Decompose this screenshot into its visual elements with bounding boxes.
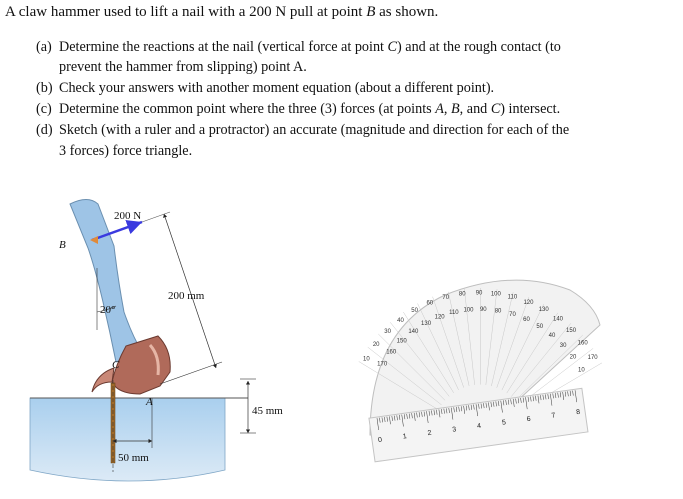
protractor-inner-label: 60 — [523, 317, 530, 324]
protractor-outer-label: 170 — [587, 354, 598, 361]
ruler-number: 7 — [551, 412, 556, 420]
hammer-claw — [92, 368, 114, 392]
protractor-inner-label: 80 — [494, 308, 502, 315]
question-c: (c) Determine the common point where the three (3) forces (at points A, B, and C) intersect. — [36, 101, 561, 117]
height-label: 45 mm — [252, 405, 283, 417]
protractor-outer-label: 100 — [490, 291, 501, 298]
protractor-inner-label: 40 — [548, 332, 556, 339]
protractor-inner-label: 100 — [463, 307, 474, 314]
question-d-line1: (d) Sketch (with a ruler and a protractor) an accurate (magnitude and direction for each of the — [36, 122, 570, 138]
protractor-inner-label: 170 — [377, 361, 388, 368]
hammer-figure — [30, 200, 283, 482]
protractor-inner-label: 20 — [569, 354, 577, 361]
question-b: (b) Check your answers with another moment equation (about a different point). — [36, 80, 495, 96]
problem-title: A claw hammer used to lift a nail with a 200 N pull at point B as shown. — [5, 4, 439, 20]
protractor-outer-label: 80 — [458, 291, 466, 298]
ruler-number: 0 — [377, 436, 383, 445]
question-a-line2: prevent the hammer from slipping) point A. — [59, 59, 307, 75]
protractor-outer-label: 140 — [552, 316, 564, 323]
offset-label: 50 mm — [118, 452, 149, 464]
protractor-inner-label: 120 — [434, 314, 445, 321]
protractor-outer-label: 70 — [442, 294, 450, 301]
ruler-number: 1 — [402, 433, 408, 441]
ruler-number: 3 — [451, 426, 457, 434]
point-c-label: C — [112, 359, 120, 371]
protractor-inner-label: 50 — [536, 324, 544, 331]
protractor-inner-label: 160 — [386, 349, 397, 356]
ruler-number: 4 — [476, 422, 482, 431]
length-label: 200 mm — [168, 290, 205, 302]
protractor-outer-label: 10 — [363, 356, 370, 363]
angle-label: 20° — [100, 304, 116, 316]
protractor-inner-label: 30 — [559, 343, 567, 350]
protractor-inner-label: 140 — [408, 328, 419, 335]
protractor-inner-label: 150 — [396, 338, 407, 345]
protractor-outer-label: 90 — [475, 290, 483, 297]
force-label: 200 N — [114, 210, 142, 222]
protractor-outer-label: 120 — [523, 299, 534, 306]
question-a-line1: (a) Determine the reactions at the nail (vertical force at point C) and at the rough contact (to — [36, 39, 561, 55]
water-block — [30, 398, 225, 481]
protractor-inner-label: 70 — [509, 311, 516, 318]
protractor-outer-label: 60 — [426, 300, 434, 307]
protractor-outer-label: 20 — [372, 342, 380, 349]
point-b-label: B — [59, 239, 66, 251]
protractor-outer-label: 110 — [507, 294, 518, 301]
protractor-outer-label: 130 — [538, 307, 549, 314]
protractor-inner-label: 90 — [479, 307, 487, 314]
protractor-inner-label: 130 — [421, 320, 432, 327]
protractor-outer-label: 30 — [384, 329, 391, 336]
ruler-number: 6 — [526, 415, 532, 424]
question-d-line2: 3 forces) force triangle. — [59, 143, 193, 159]
point-a-label: A — [146, 396, 153, 408]
hammer-handle — [70, 200, 142, 363]
protractor-outer-label: 40 — [397, 317, 404, 324]
protractor-outer-label: 160 — [577, 340, 588, 347]
protractor-inner-label: 10 — [578, 367, 585, 374]
ruler-number: 2 — [427, 429, 433, 438]
protractor-inner-label: 110 — [449, 310, 459, 317]
ruler-number: 5 — [501, 419, 507, 427]
protractor-outer-label: 50 — [411, 308, 418, 315]
ruler-number: 8 — [575, 408, 581, 417]
force-line-extension — [142, 212, 170, 222]
protractor-outer-label: 150 — [566, 327, 577, 334]
